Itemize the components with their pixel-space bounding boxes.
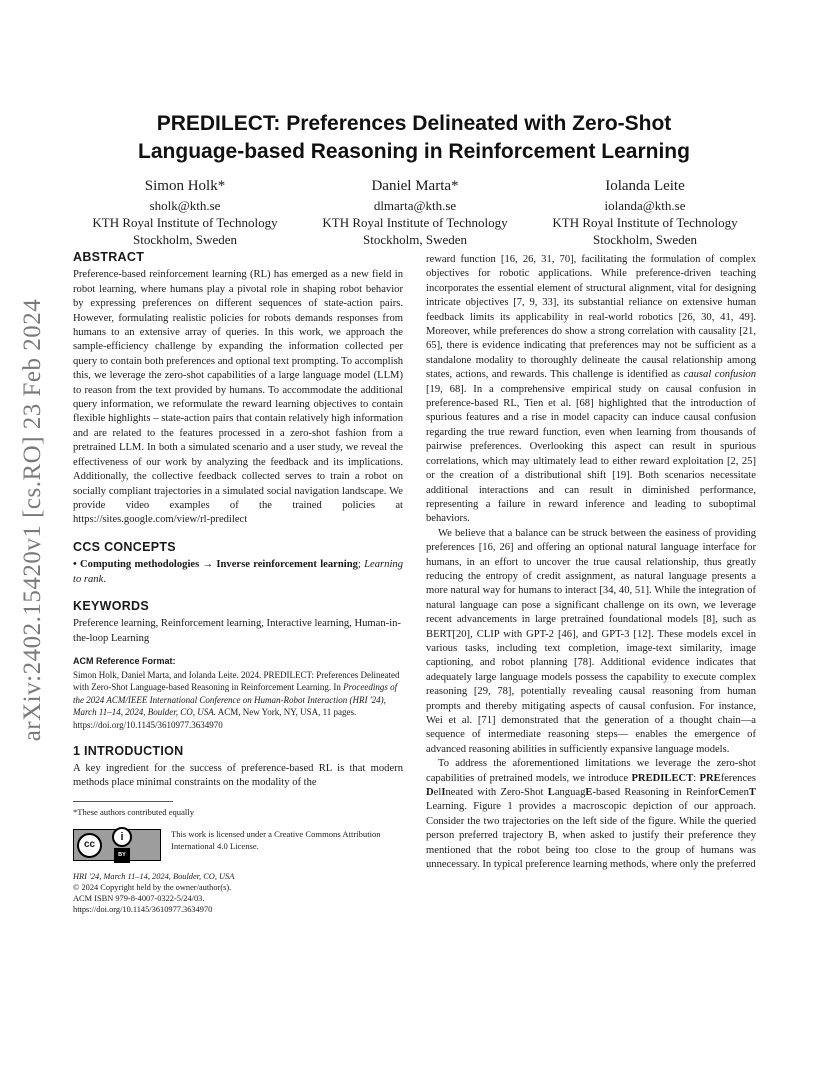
author-location: Stockholm, Sweden — [133, 232, 237, 247]
acronym-part: -based Reasoning in Reinfor — [592, 787, 719, 799]
acm-reference-venue: Proceedings of the 2024 ACM/IEEE International Conference on Human-Robot Interaction (HRI '24), March 11–14, 2024, Boulder, CO, USA. — [73, 682, 398, 718]
p1-b: [19, 68]. In a comprehensive empirical study on causal confusion in preference-based RL, Tien et al. [68] highlighted that the introduction of spurious features and a rise in model capacity can induce causal confusion regarding the true reward function, even when learning from thousands of pairwise preferences. Overlooking this aspect can result in spurious correlations, which may ultimately lead to either reward exploitation [2, 25] or the creation of a distributional shift [19]. Both scenarios necessitate additional interactions and can result in diminished performance, representing a failure in reward inference and leading to suboptimal behaviors. — [426, 383, 756, 525]
ccs-secondary: Learning to rank — [73, 559, 403, 585]
copyright-line: © 2024 Copyright held by the owner/author(s). — [73, 883, 232, 893]
p3-c: . Figure 1 provides a macroscopic depiction of our approach. Consider the two trajectories on the left side of the figure. While the queried person preferred trajectory B, when asked to justify their preference they mentioned that the robot being too close to the group of humans was unnecessary. In typical preference learning methods, where only the preferred — [426, 801, 756, 871]
author-email: dlmarta@kth.se — [373, 198, 457, 213]
cc-icon: cc — [77, 833, 102, 858]
keywords-heading: KEYWORDS — [73, 598, 150, 613]
abstract-text: Preference-based reinforcement learning (RL) has emerged as a new field in robot learning, where humans play a pivotal role in shaping robot behavior by expressing preferences on different sequences of state-action pairs. However, formulating realistic policies for robots demands responses from humans to an extensive array of queries. In this work, we approach the sample-efficiency challenge by expanding the information collected per query to contain both preferences and optional text prompting. To accomplish this, we leverage the zero-shot capabilities of a large language model (LLM) to reason from the text provided by humans. To accommodate the additional query information, we reformulate the reward learning objectives to contain flexible highlights – state-action pairs that contain relatively high information and are related to the features processed in a zero-shot fashion from a pretrained LLM. In both a simulated scenario and a user study, we reveal the effectiveness of our work by analyzing the feedback and its implications. Additionally, the collective feedback collected serves to train a robot on socially compliant trajectories in a simulated social navigation landscape. We provide video examples of the trained policies at https://sites.google.com/view/rl-predilect — [73, 269, 403, 526]
author-2 — [300, 177, 530, 248]
footnote: *These authors contributed equally — [73, 806, 194, 817]
author-name: Simon Holk* — [144, 178, 226, 194]
p1-italic: causal confusion — [683, 369, 756, 381]
acronym-part: neated with Zero-Shot — [445, 787, 548, 799]
ccs-heading: CCS CONCEPTS — [73, 539, 176, 554]
p3-a: To address the aforementioned limitations we leverage the zero-shot capabilities of pretrained models, we introduce — [426, 758, 756, 784]
p3-name: PREDILECT — [631, 772, 694, 784]
doi-link[interactable]: https://doi.org/10.1145/3610977.3634970 — [73, 905, 213, 915]
author-1 — [70, 177, 300, 248]
cc-by-badge[interactable] — [73, 829, 161, 861]
isbn-line: ACM ISBN 979-8-4007-0322-5/24/03. — [73, 894, 205, 904]
acronym-part: ferences — [720, 772, 756, 784]
arxiv-sidebar — [18, 290, 48, 750]
paragraph-3 — [426, 757, 756, 872]
venue-line: HRI '24, March 11–14, 2024, Boulder, CO, USA — [73, 872, 235, 882]
introduction-paragraph: A key ingredient for the success of preference-based RL is that modern methods place minimal constraints on the modality of the — [73, 762, 403, 789]
paper-title — [80, 110, 748, 166]
author-3 — [530, 177, 760, 248]
acronym-part: emen — [725, 787, 749, 799]
title-line-1: PREDILECT: Preferences Delineated with Zero-Shot — [156, 112, 672, 135]
paragraph-1 — [426, 253, 756, 527]
ccs-concepts — [73, 558, 403, 587]
abstract-heading: ABSTRACT — [73, 250, 145, 264]
author-name: Daniel Marta* — [371, 178, 459, 194]
author-affiliation: KTH Royal Institute of Technology — [92, 215, 278, 230]
author-location: Stockholm, Sweden — [593, 232, 697, 247]
author-location: Stockholm, Sweden — [363, 232, 467, 247]
acronym-part: C — [718, 787, 726, 799]
acm-reference-heading: ACM Reference Format: — [73, 656, 176, 667]
keywords-text: Preference learning, Reinforcement learning, Interactive learning, Human-in-the-loop Learning — [73, 618, 401, 644]
acronym-part: el — [433, 787, 442, 799]
paragraph-2: We believe that a balance can be struck between the easiness of providing preferences [16, 26] and offering an optional natural language interface for humans, in an effort to uncover the true causal relationship, thus greatly reducing the entropy of credit assignment, as natural language presents a more natural way for humans to interact [34, 40, 51]. While the integration of natural language can pose a significant challenge on its own, we leverage recent advancements in large pretrained foundational models [8], such as BERT[20], CLIP with GPT-2 [46], and GPT-3 [12]. These models excel in various tasks, including text completion, image-text similarity, image captioning, and robot planning [78]. Additional evidence indicates that adequately large language models possess the capability to execute complex reasoning [29, 78], potentially revealing causal reasoning from human prompts and thereby mitigating aspects of causal confusion. For instance, Wei et al. [71] demonstrated that the generation of a thought chain—a sequence of intermediate reasoning steps— enables the emergence of advanced reasoning abilities in sufficiently expansive language models. — [426, 527, 756, 755]
ccs-primary: • Computing methodologies → Inverse reinforcement learning — [73, 559, 358, 571]
publication-meta — [73, 871, 403, 915]
right-column — [426, 253, 756, 872]
acronym-part: Learning — [426, 801, 465, 813]
acronym-part: E — [585, 787, 593, 799]
arxiv-identifier: arXiv:2402.15420v1 [cs.RO] 23 Feb 2024 — [19, 298, 46, 742]
by-icon — [112, 827, 132, 862]
author-name: Iolanda Leite — [605, 178, 685, 194]
acm-reference-text — [73, 669, 403, 732]
p3-colon: : — [693, 772, 700, 784]
acm-reference-a: Simon Holk, Daniel Marta, and Iolanda Leite. 2024. PREDILECT: Preferences Delineated with Zero-Shot Language-based Reasoning in Reinforcement Learning. In — [73, 669, 400, 693]
acronym-part: T — [748, 787, 756, 799]
author-affiliation: KTH Royal Institute of Technology — [322, 215, 508, 230]
left-column — [73, 250, 403, 915]
person-icon: i — [112, 827, 132, 847]
license-text: This work is licensed under a Creative Commons Attribution International 4.0 License. — [171, 829, 381, 851]
author-email: sholk@kth.se — [149, 198, 221, 213]
author-affiliation: KTH Royal Institute of Technology — [552, 215, 738, 230]
acronym-part: I — [441, 787, 446, 799]
by-label: BY — [114, 848, 130, 862]
acronym-part: L — [547, 787, 555, 799]
ccs-end: . — [103, 573, 106, 585]
license-block — [73, 829, 403, 861]
p1-a: reward function [16, 26, 31, 70], facilitating the formulation of complex objectives for robotic applications. While preference-driven teaching incorporates the essential element of structural alignment, vital for designing intricate objectives [7, 9, 33], its substantial reliance on extensive human feedback limits its applicability in real-world robotics [26, 30, 41, 49]. Moreover, while preferences do show a strong correlation with causality [21, 65], there is evidence indicating that preferences may not be sufficient as a standalone modality to thoroughly delineate the causal relationship among states, actions, and rewards. This challenge is identified as — [426, 254, 756, 381]
title-line-2: Language-based Reasoning in Reinforcement Learning — [138, 140, 690, 163]
introduction-heading: 1 INTRODUCTION — [73, 743, 184, 758]
ccs-sep: ; — [357, 559, 365, 571]
acronym-part: D — [426, 787, 434, 799]
footnote-rule — [73, 801, 173, 802]
acm-reference-b: ACM, New York, NY, USA, 11 pages. https://doi.org/10.1145/3610977.3634970 — [73, 707, 357, 730]
author-block — [70, 177, 760, 248]
acronym-part: PRE — [699, 772, 721, 784]
author-email: iolanda@kth.se — [604, 198, 686, 213]
acronym-part: anguag — [554, 787, 586, 799]
